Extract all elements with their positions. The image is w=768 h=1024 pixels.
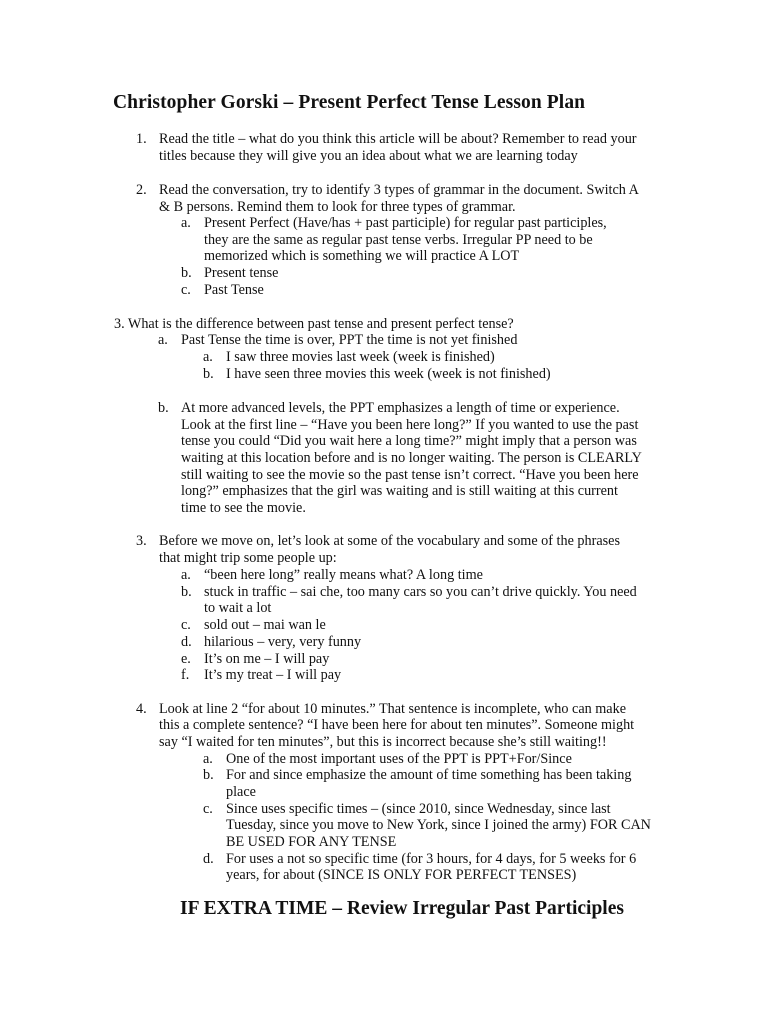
item-4d-line: For uses a not so specific time (for 3 hours, for 4 days, for 5 weeks for 6 <box>226 851 637 867</box>
item-2b-line: Present tense <box>204 265 279 281</box>
item-4a-line: One of the most important uses of the PPT is PPT+For/Since <box>226 751 572 767</box>
item-3b-line: time to see the movie. <box>181 500 306 516</box>
item-2-line: & B persons. Remind them to look for three types of grammar. <box>159 199 516 215</box>
vocab-c-line: sold out – mai wan le <box>204 617 326 633</box>
item-3b-line: tense you could “Did you wait here a long time?” might imply that a person was <box>181 433 637 449</box>
item-2c-marker: c. <box>181 282 191 298</box>
vocab-b-line: to wait a lot <box>204 600 272 616</box>
vocab-e-marker: e. <box>181 651 191 667</box>
item-4a-marker: a. <box>203 751 213 767</box>
vocab-f-line: It’s my treat – I will pay <box>204 667 342 683</box>
item-4b-line: place <box>226 784 256 800</box>
item-2-line: Read the conversation, try to identify 3 types of grammar in the document. Switch A <box>159 182 639 198</box>
item-3b-line: long?” emphasizes that the girl was waiting and is still waiting at this current <box>181 483 618 499</box>
document-title: Christopher Gorski – Present Perfect Tense Lesson Plan <box>113 92 586 113</box>
vocab-e-line: It’s on me – I will pay <box>204 651 330 667</box>
item-4c-marker: c. <box>203 801 213 817</box>
item-4-line: Look at line 2 “for about 10 minutes.” That sentence is incomplete, who can make <box>159 701 626 717</box>
item-3b-line: waiting at this location before and is no longer waiting. The person is CLEARLY <box>181 450 642 466</box>
item-3-heading: 3. What is the difference between past tense and present perfect tense? <box>114 316 514 332</box>
item-3a-line: Past Tense the time is over, PPT the time is not yet finished <box>181 332 518 348</box>
item-3b-line: still waiting to see the movie so the past tense isn’t correct. “Have you been here <box>181 467 639 483</box>
vocab-b-line: stuck in traffic – sai che, too many cars so you can’t drive quickly. You need <box>204 584 637 600</box>
item-3b-marker: b. <box>158 400 169 416</box>
item-4c-line: BE USED FOR ANY TENSE <box>226 834 397 850</box>
item-4b-line: For and since emphasize the amount of time something has been taking <box>226 767 632 783</box>
item-4-line: this a complete sentence? “I have been here for about ten minutes”. Someone might <box>159 717 635 733</box>
item-2a-line: Present Perfect (Have/has + past participle) for regular past participles, <box>204 215 607 231</box>
item-2-marker: 2. <box>136 182 147 198</box>
extra-time-heading: IF EXTRA TIME – Review Irregular Past Participles <box>180 898 624 919</box>
item-3b-line: At more advanced levels, the PPT emphasizes a length of time or experience. <box>181 400 620 416</box>
item-4-line: say “I waited for ten minutes”, but this is incorrect because she’s still waiting!! <box>159 734 607 750</box>
vocab-a-marker: a. <box>181 567 191 583</box>
item-4-marker: 4. <box>136 701 147 717</box>
vocab-d-line: hilarious – very, very funny <box>204 634 362 650</box>
vocab-f-marker: f. <box>181 667 190 683</box>
item-4d-marker: d. <box>203 851 214 867</box>
item-3b-line: Look at the first line – “Have you been here long?” If you wanted to use the past <box>181 417 639 433</box>
item-4d-line: years, for about (SINCE IS ONLY FOR PERFECT TENSES) <box>226 867 577 883</box>
item-3-vocab-marker: 3. <box>136 533 147 549</box>
vocab-c-marker: c. <box>181 617 191 633</box>
item-2a-line: memorized which is something we will practice A LOT <box>204 248 520 264</box>
item-2a-marker: a. <box>181 215 191 231</box>
item-3-vocab-line: Before we move on, let’s look at some of the vocabulary and some of the phrases <box>159 533 620 549</box>
item-1-marker: 1. <box>136 131 147 147</box>
item-3a-ii-line: I have seen three movies this week (week is not finished) <box>226 366 551 382</box>
item-1-line: Read the title – what do you think this article will be about? Remember to read your <box>159 131 637 147</box>
item-3a-i-marker: a. <box>203 349 213 365</box>
vocab-a-line: “been here long” really means what? A long time <box>204 567 483 583</box>
item-4c-line: Tuesday, since you move to New York, since I joined the army) FOR CAN <box>226 817 651 833</box>
item-3a-ii-marker: b. <box>203 366 214 382</box>
item-4c-line: Since uses specific times – (since 2010, since Wednesday, since last <box>226 801 611 817</box>
item-1-line: titles because they will give you an idea about what we are learning today <box>159 148 578 164</box>
item-3a-marker: a. <box>158 332 168 348</box>
vocab-b-marker: b. <box>181 584 192 600</box>
vocab-d-marker: d. <box>181 634 192 650</box>
item-2c-line: Past Tense <box>204 282 264 298</box>
item-2b-marker: b. <box>181 265 192 281</box>
item-3a-i-line: I saw three movies last week (week is finished) <box>226 349 495 365</box>
item-3-vocab-line: that might trip some people up: <box>159 550 337 566</box>
item-2a-line: they are the same as regular past tense verbs. Irregular PP need to be <box>204 232 593 248</box>
item-4b-marker: b. <box>203 767 214 783</box>
